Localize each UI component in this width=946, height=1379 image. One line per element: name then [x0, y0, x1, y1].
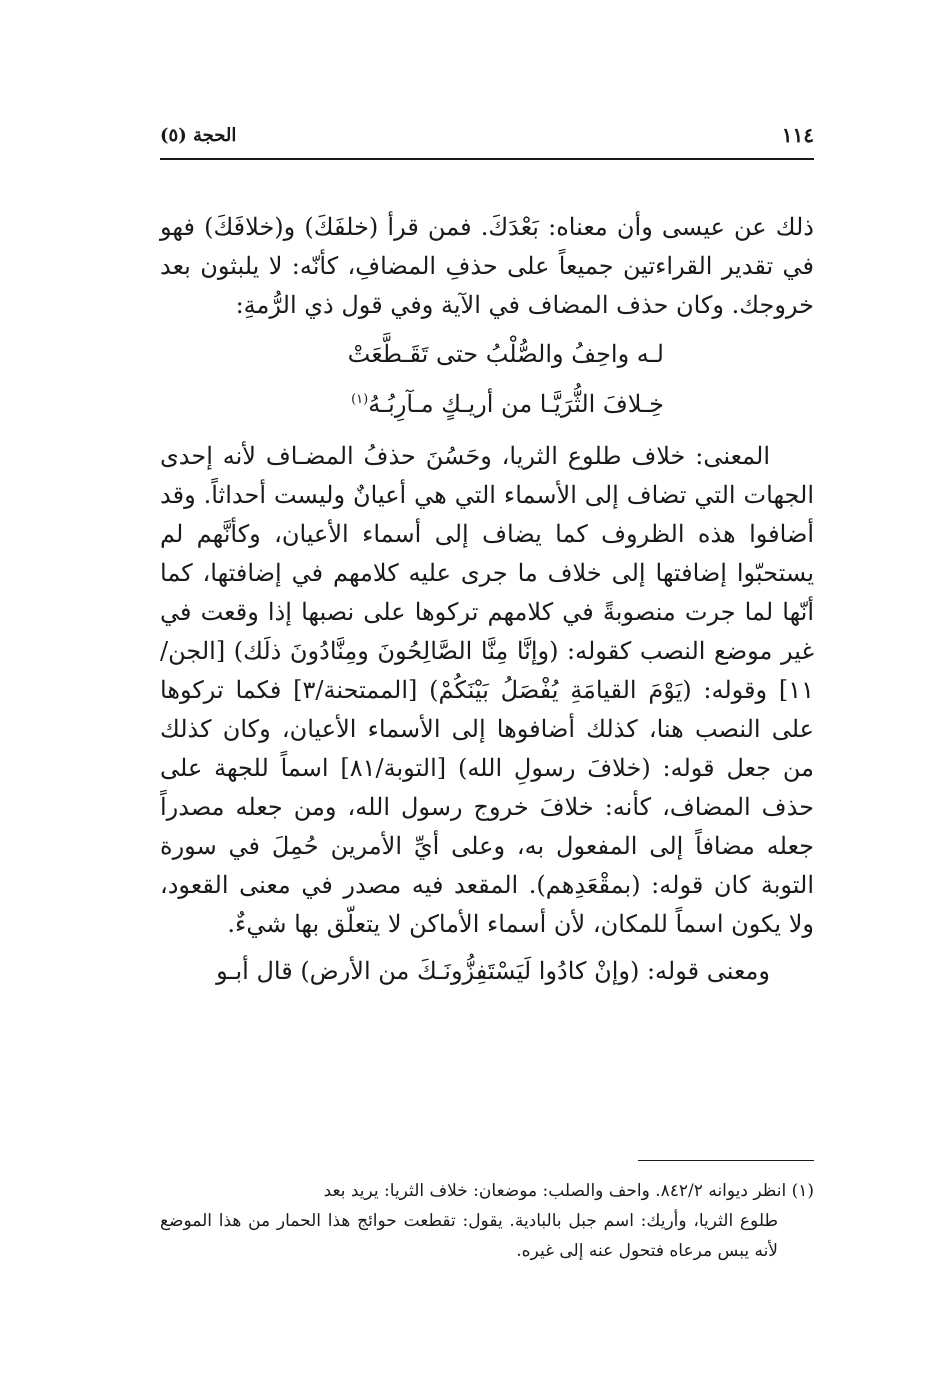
- footnote-number: (١): [791, 1181, 814, 1201]
- running-title: الحجة (٥): [160, 124, 237, 146]
- header-rule: [160, 158, 814, 160]
- intro-paragraph: ذلك عن عيسى وأن معناه: بَعْدَكَ. فمن قرأ (خلفَكَ) و(خلافَكَ) فهو في تقدير القراءتين جميعاً على حذفِ المضافِ، كأنّه: لا يلبثون بعد خروجك. وكان حذف المضاف في الآية وفي قول ذي الرُّمةِ:: [160, 213, 814, 319]
- footnote-continuation: طلوع الثريا، وأريك: اسم جبل بالبادية. يقول: تقطعت حوائج هذا الحمار من هذا الموضع لأنه يبس مرعاه فتحول عنه إلى غيره.: [160, 1211, 778, 1261]
- footnote: [160, 1176, 814, 1266]
- explanation-paragraph: المعنى: خلاف طلوع الثريا، وحَسُنَ حذفُ المضـاف لأنه إحدى الجهات التي تضاف إلى الأسماء التي هي أعيانٌ وليست أحداثاً. وقد أضافوا هذه الظروف كما يضاف إلى أسماء الأعيان، وكأنَّهم لم يستحبّوا إضافتها إلى خلاف ما جرى عليه كلامهم في إضافتها، كما أنّها لما جرت منصوبةً في كلامهم تركوها على نصبها إذا وقعت في غير موضع النصب كقوله: (وإنَّا مِنَّا الصَّالِحُونَ ومِنَّادُونَ ذلَك) [الجن/١١] وقوله: (يَوْمَ القيامَةِ يُفْصَلُ بَيْنَكُمْ) [الممتحنة/٣] فكما تركوها على النصب هنا، كذلك أضافوها إلى الأسماء الأعيان، وكان كذلك من جعل قوله: (خلافَ رسولِ الله) [التوبة/٨١] اسماً للجهة على حذف المضاف، كأنه: خلافَ خروج رسول الله، ومن جعله مصدراً جعله مضافاً إلى المفعول به، وعلى أيِّ الأمرين حُمِلَ في سورة التوبة كان قوله: (بمقْعَدِهم). المقعد فيه مصدر في معنى القعود، ولا يكون اسماً للمكان، لأن أسماء الأماكن لا يتعلّق بها شيءٌ.: [160, 442, 815, 938]
- page-number: ١١٤: [781, 123, 814, 147]
- footnote-line-1: [160, 1176, 814, 1206]
- footnote-rule: [638, 1160, 814, 1161]
- footnote-text: انظر ديوانه ٨٤٢/٢. واحف والصلب: موضعان: خلاف الثريا: يريد بعد: [323, 1181, 787, 1201]
- verse-line-2: [160, 377, 664, 427]
- verse-line-2-text: خِـلافَ الثُّرَيَّـا من أريـكٍ مـآرِبُـهُ: [368, 390, 664, 418]
- poetry-verse: [160, 331, 814, 427]
- page-header: [160, 118, 814, 152]
- verse-line-1: لـه واحِفُ والصُّلْبُ حتى تَقَـطَّعَتْ: [347, 340, 664, 368]
- main-text: [160, 208, 814, 991]
- closing-paragraph: ومعنى قوله: (وإنْ كادُوا لَيَسْتَفِزُّونَـكَ من الأرض) قال أبـو: [216, 957, 770, 985]
- footnote-marker: (١): [351, 392, 369, 407]
